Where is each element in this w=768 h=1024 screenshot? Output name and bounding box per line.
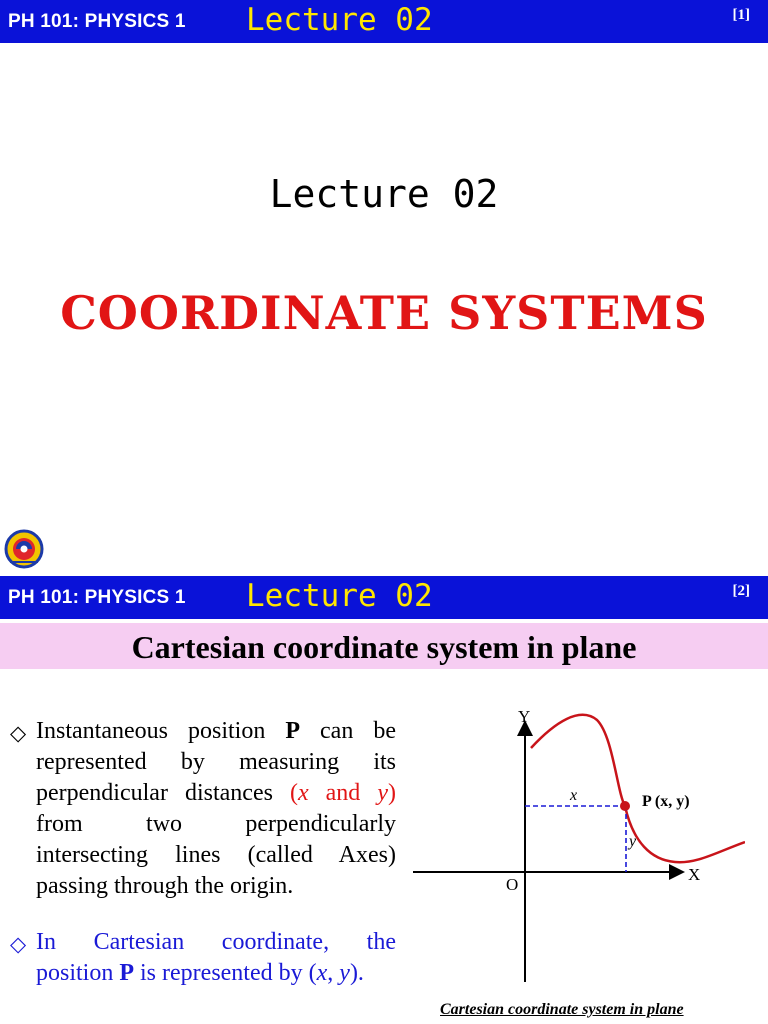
text-line: intersecting lines (called Axes) (36, 842, 396, 868)
y-axis-label: Y (518, 707, 531, 726)
college-logo-icon (4, 528, 44, 570)
text-line: position P is represented by (x, y). (36, 960, 364, 986)
bullet-paragraph-2 (10, 927, 396, 989)
bullet-paragraph-1 (10, 716, 396, 902)
text-line: perpendicular distances (x and y) (36, 780, 396, 806)
slide-title: Cartesian coordinate system in plane (131, 629, 637, 665)
text-line: Instantaneous position P can be (36, 718, 396, 744)
lecture-heading: Lecture 02 (269, 172, 499, 216)
x-distance-label: x (570, 787, 578, 804)
text-line: passing through the origin. (36, 873, 294, 899)
course-label: PH 101: PHYSICS 1 (8, 587, 186, 608)
diamond-bullet-icon: ◇︎ (10, 721, 27, 745)
point-p (620, 801, 630, 811)
lecture-label: Lecture 02 (246, 2, 433, 38)
header-bar (0, 576, 768, 619)
text-line: represented by measuring its (36, 749, 396, 775)
y-distance-label: y (629, 833, 637, 850)
course-label: PH 101: PHYSICS 1 (8, 11, 186, 32)
slide-2 (0, 576, 768, 1024)
title-band (0, 623, 768, 669)
diamond-bullet-icon: ◇︎ (10, 932, 27, 956)
lecture-label: Lecture 02 (246, 578, 433, 614)
text-line: In Cartesian coordinate, the (36, 929, 396, 955)
trajectory-curve (531, 715, 745, 862)
figure-caption: Cartesian coordinate system in plane (440, 1001, 684, 1018)
x-axis-label: X (688, 865, 701, 884)
page-number: [1] (732, 7, 750, 23)
slide-title: COORDINATE SYSTEMS (60, 286, 708, 340)
text-line: from two perpendicularly (36, 811, 396, 837)
origin-label: O (506, 875, 519, 894)
page-number: [2] (732, 583, 750, 599)
cartesian-diagram (405, 694, 745, 989)
header-bar (0, 0, 768, 43)
point-label: P (x, y) (642, 793, 690, 810)
